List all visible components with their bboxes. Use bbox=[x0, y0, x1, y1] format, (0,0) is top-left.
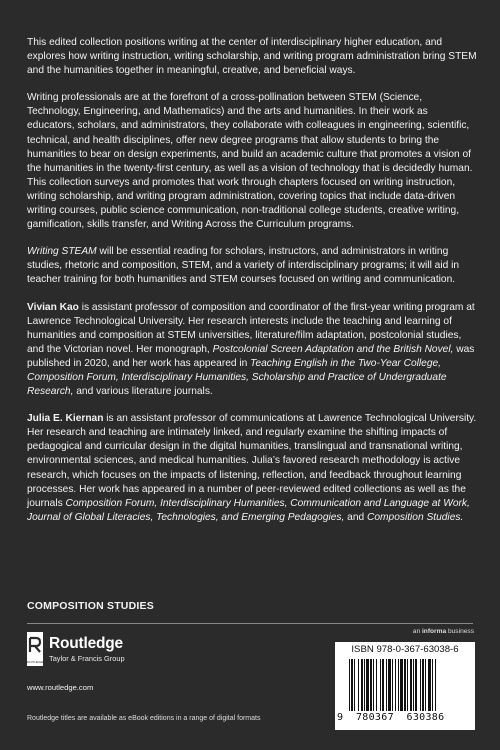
publisher-group: Taylor & Francis Group bbox=[49, 654, 125, 663]
barcode-digits: 9 780367 630386 bbox=[337, 712, 445, 723]
bio1-book: Postcolonial Screen Adaptation and the British Novel, bbox=[212, 343, 454, 355]
informa-business-label bbox=[413, 628, 474, 635]
book-title-italic: Writing STEAM bbox=[27, 246, 97, 258]
description-text-1: This edited collection positions writing at the center of interdisciplinary higher education, and explores how writing instruction, writing scholarship, and writing program administration bring STEM and the humanities together in meaningful, creative, and beneficial ways. bbox=[27, 37, 477, 77]
bio2-text-b: and bbox=[344, 511, 368, 523]
description-paragraph-1 bbox=[27, 36, 477, 78]
barcode-icon bbox=[349, 659, 469, 711]
isbn-label: ISBN 978-0-367-63038-6 bbox=[351, 644, 459, 655]
back-cover-text bbox=[27, 36, 477, 538]
bio1-text-b: was published in 2020, and her work has appeared in bbox=[27, 343, 475, 369]
bio2-journal-last: Composition Studies. bbox=[367, 511, 464, 523]
routledge-mark-icon bbox=[27, 632, 43, 666]
author-bio-1 bbox=[27, 301, 477, 400]
routledge-logo bbox=[27, 632, 167, 672]
bio2-journals: Composition Forum, Interdisciplinary Humanities, Communication and Language at Work, Journal of Global Literacies, Technologies, and Emerging Pedagogies, bbox=[27, 497, 470, 523]
subject-category: COMPOSITION STUDIES bbox=[27, 600, 154, 612]
author-name-1: Vivian Kao bbox=[27, 301, 79, 313]
divider-line bbox=[27, 623, 473, 624]
bio2-text-a: is an assistant professor of communications at Lawrence Technological University. Her research and teaching are intimately linked, and regularly examine the shifting impacts of pedagogical and curricular design in the digital humanities, translingual and transnational writing, environmental sciences, and medical humanities. Julia’s favored research methodology is active research, which focuses on the impacts of listening, reflection, and feedback throughout learning processes. Her work has appeared in a number of peer-reviewed edited collections as well as the journals bbox=[27, 413, 477, 509]
bio1-journals: Teaching English in the Two-Year College, Composition Forum, Interdisciplinary Humanities, Scholarship and Practice of Undergraduate Research, bbox=[27, 357, 447, 398]
informa-suffix: business bbox=[446, 628, 474, 635]
description-paragraph-2 bbox=[27, 91, 477, 232]
author-name-2: Julia E. Kiernan bbox=[27, 413, 104, 425]
description-paragraph-3 bbox=[27, 245, 477, 287]
bio1-text-a: is assistant professor of composition and coordinator of the first-year writing program at Lawrence Technological University. Her research interests include the teaching and learning of humanities and composition at STEM universities, literature/film adaptation, postcolonial studies, and the Victorian novel. Her monograph, bbox=[27, 301, 475, 355]
bio1-text-c: and various literature journals. bbox=[73, 386, 213, 398]
publisher-url[interactable]: www.routledge.com bbox=[27, 683, 94, 692]
informa-prefix: an bbox=[412, 628, 422, 635]
description-text-2: Writing professionals are at the forefront of a cross-pollination between STEM (Science, Technology, Engineering, and Mathematics) and the arts and humanities. In their work as educators, scholars, and administrators, they collaborate with colleagues in engineering, scientific, technical, and health disciplines, offer new degree programs that allow students to bring the humanities to bear on design experiments, and build an academic culture that promotes a vision of the humanities in the twenty-first century, as well as a vision of technology that is decidedly human. This collection surveys and promotes that work through chapters focused on writing instruction, writing scholarship, and writing program administration, covering topics that include data-driven writing courses, public science communication, non-traditional college students, creative writing, gamification, skills transfer, and Writing Across the Curriculum programs. bbox=[27, 92, 473, 231]
author-bio-2 bbox=[27, 412, 477, 525]
description-text-3: will be essential reading for scholars, instructors, and administrators in writing studies, rhetoric and composition, STEM, and a variety of interdisciplinary programs; it will aid in teacher training for both humanities and STEM courses focused on writing and communication. bbox=[27, 246, 460, 286]
barcode-panel bbox=[335, 642, 475, 730]
publisher-name: Routledge bbox=[49, 635, 123, 652]
ebook-note: Routledge titles are available as eBook editions in a range of digital formats bbox=[27, 715, 261, 722]
routledge-mark-text: ROUTLEDGE bbox=[27, 661, 43, 664]
informa-brand: informa bbox=[421, 628, 447, 635]
